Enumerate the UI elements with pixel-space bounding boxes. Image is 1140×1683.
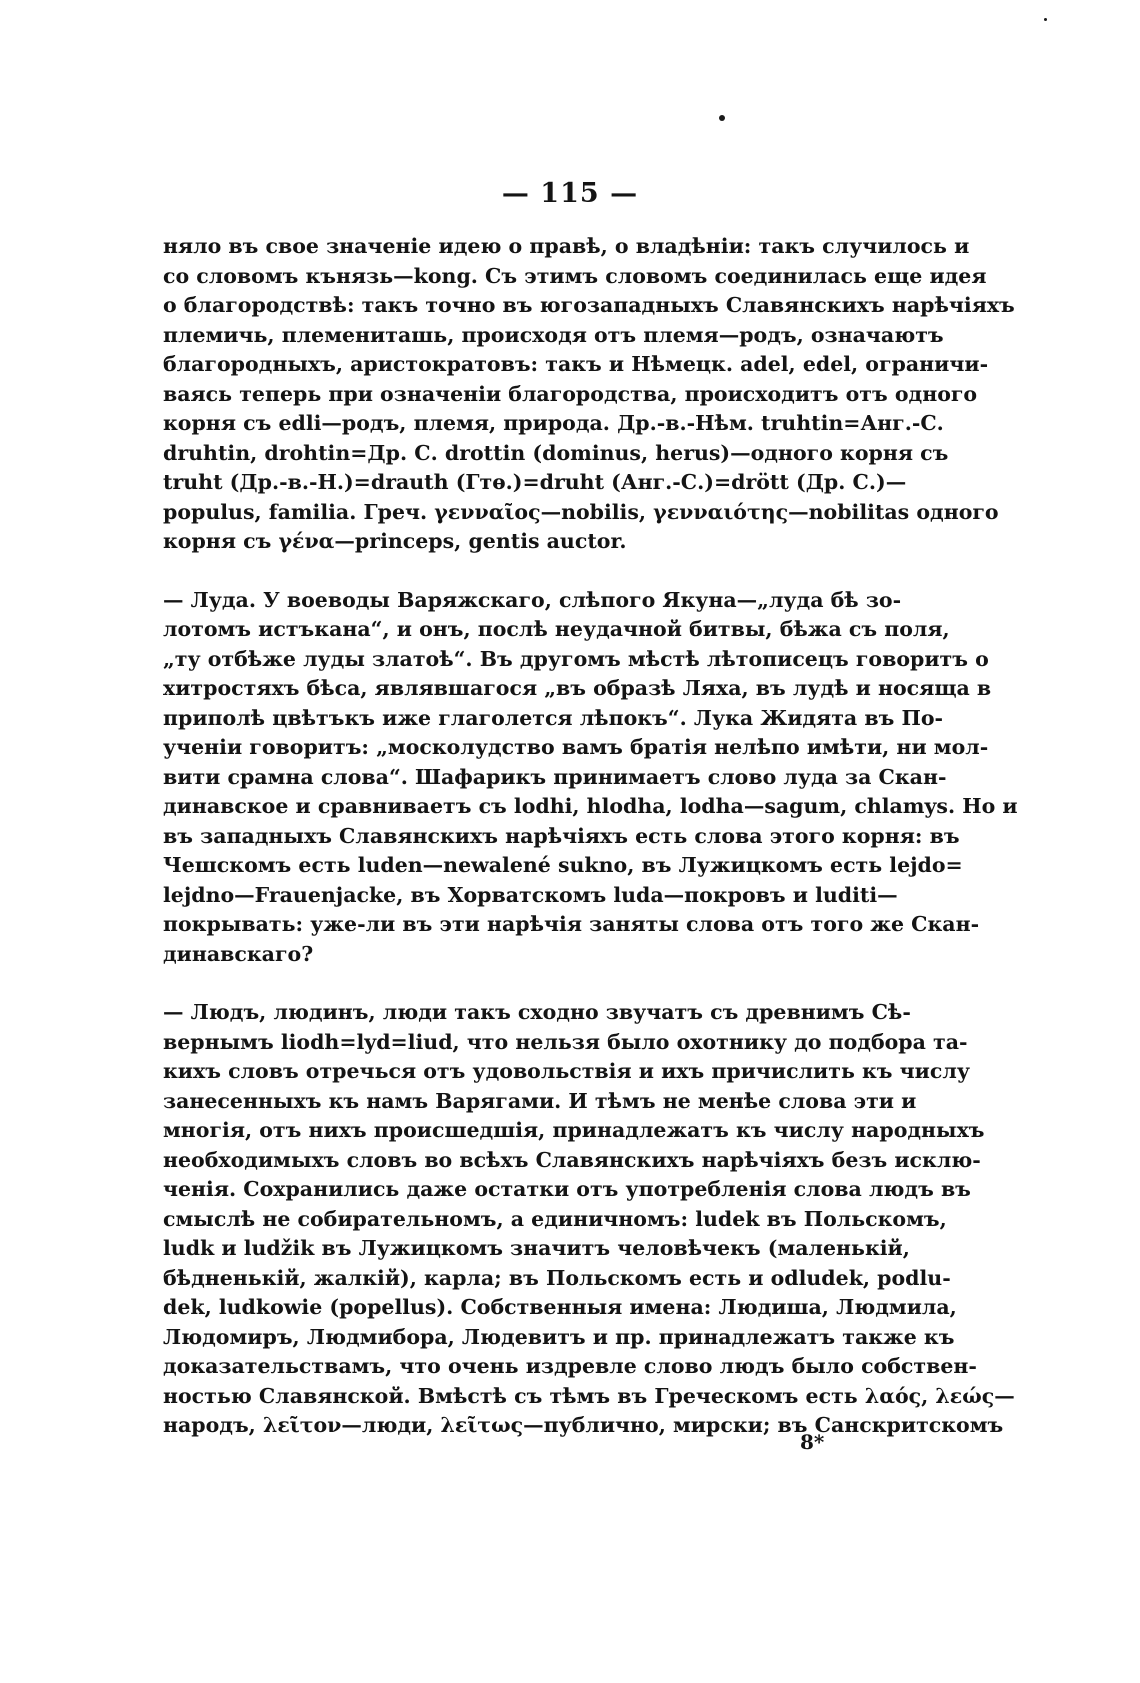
- text-line: няло въ свое значеніе идею о правѣ, о владѣніи: такъ случилось и: [163, 234, 970, 258]
- text-line: вернымъ liodh=lyd=liud, что нельзя было охотнику до подбора та-: [163, 1029, 968, 1054]
- paragraph: [163, 998, 1015, 1441]
- text-line: динавское и сравниваетъ съ lodhi, hlodha, lodha—sagum, chlamys. Но и: [163, 794, 1018, 818]
- text-line: — Луда. У воеводы Варяжскаго, слѣпого Якуна—„луда бѣ зо-: [163, 587, 902, 612]
- text-line: вити срамна слова“. Шафарикъ принимаетъ слово луда за Скан-: [163, 764, 947, 789]
- text-line: доказательствамъ, что очень издревле слово людъ было собствен-: [163, 1354, 977, 1378]
- body-text: [163, 232, 1018, 1441]
- text-line: смыслѣ не собирательномъ, а единичномъ: ludek въ Польскомъ,: [163, 1206, 947, 1231]
- text-line: lejdno—Frauenjacke, въ Хорватскомъ luda—покровъ и luditi—: [163, 882, 898, 907]
- text-line: Чешскомъ есть luden—newalené sukno, въ Лужицкомъ есть lejdo=: [163, 853, 963, 877]
- scan-speck: [719, 115, 725, 121]
- text-line: truht (Др.-в.-Н.)=drauth (Гтѳ.)=druht (Анг.-С.)=drött (Др. С.)—: [163, 470, 907, 494]
- text-line: druhtin, drohtin=Др. С. drottin (dominus, herus)—одного корня съ: [163, 440, 949, 465]
- text-line: ченія. Сохранились даже остатки отъ употребленія слова людъ въ: [163, 1177, 971, 1201]
- text-line: ludk и ludžik въ Лужицкомъ значитъ человѣчекъ (маленькій,: [163, 1236, 910, 1260]
- text-line: ваясь теперь при означеніи благородства, происходитъ отъ одного: [163, 381, 978, 406]
- text-line: благородныхъ, аристократовъ: такъ и Нѣмецк. adel, edel, ограничи-: [163, 352, 989, 376]
- text-line: ученіи говоритъ: „москолудство вамъ братія нелѣпо имѣти, ни мол-: [163, 735, 989, 759]
- text-line: племичь, племениташь, происходя отъ племя—родъ, означаютъ: [163, 322, 944, 347]
- text-line: о благородствѣ: такъ точно въ югозападныхъ Славянскихъ нарѣчіяхъ: [163, 293, 1015, 317]
- page-number: — 115 —: [501, 178, 639, 209]
- text-line: въ западныхъ Славянскихъ нарѣчіяхъ есть слова этого корня: въ: [163, 823, 960, 848]
- signature-mark: 8*: [800, 1430, 825, 1454]
- paragraph-gap: [163, 557, 885, 586]
- text-line: бѣдненькій, жалкій), карла; въ Польскомъ есть и odludek, podlu-: [163, 1265, 951, 1290]
- text-line: динавскаго?: [163, 941, 314, 966]
- paragraph: [163, 232, 1015, 557]
- paragraph-gap: [163, 969, 885, 998]
- text-line: со словомъ кънязь—kong. Съ этимъ словомъ соединилась еще идея: [163, 263, 987, 288]
- text-line: Людомиръ, Людмибора, Людевитъ и пр. принадлежатъ также къ: [163, 1324, 955, 1349]
- text-line: — Людъ, людинъ, люди такъ сходно звучатъ съ древнимъ Сѣ-: [163, 1000, 911, 1024]
- text-line: хитростяхъ бѣса, являвшагося „въ образѣ Ляха, въ лудѣ и носяща в: [163, 676, 992, 700]
- text-line: корня съ edli—родъ, племя, природа. Др.-в.-Нѣм. truhtin=Анг.-С.: [163, 411, 944, 435]
- text-line: dek, ludkowie (popellus). Собственныя имена: Людиша, Людмила,: [163, 1295, 957, 1319]
- text-line: необходимыхъ словъ во всѣхъ Славянскихъ нарѣчіяхъ безъ исклю-: [163, 1147, 981, 1172]
- text-line: лотомъ истъкана“, и онъ, послѣ неудачной битвы, бѣжа съ поля,: [163, 617, 950, 641]
- text-line: ностью Славянской. Вмѣстѣ съ тѣмъ въ Греческомъ есть λαός, λεώς—: [163, 1383, 1015, 1408]
- text-line: народъ, λεῖτον—люди, λεῖτως—публично, мирски; въ Санскритскомъ: [163, 1413, 1004, 1437]
- text-line: „ту отбѣже луды златоѣ“. Въ другомъ мѣстѣ лѣтописецъ говоритъ о: [163, 646, 989, 671]
- text-line: корня съ γένα—princeps, gentis auctor.: [163, 529, 627, 553]
- text-line: populus, familia. Греч. γενναῖος—nobilis, γενναιότης—nobilitas одного: [163, 499, 999, 524]
- text-line: многія, отъ нихъ происшедшія, принадлежатъ къ числу народныхъ: [163, 1118, 985, 1142]
- text-line: занесенныхъ къ намъ Варягами. И тѣмъ не менѣе слова эти и: [163, 1088, 917, 1113]
- scan-speck: [1044, 18, 1047, 21]
- text-line: приполѣ цвѣтъкъ иже глаголется лѣпокъ“. Лука Жидята въ По-: [163, 705, 944, 730]
- paragraph: [163, 586, 1018, 970]
- text-line: кихъ словъ отречься отъ удовольствія и ихъ причислить къ числу: [163, 1059, 970, 1083]
- text-line: покрывать: уже-ли въ эти нарѣчія заняты слова отъ того же Скан-: [163, 912, 980, 936]
